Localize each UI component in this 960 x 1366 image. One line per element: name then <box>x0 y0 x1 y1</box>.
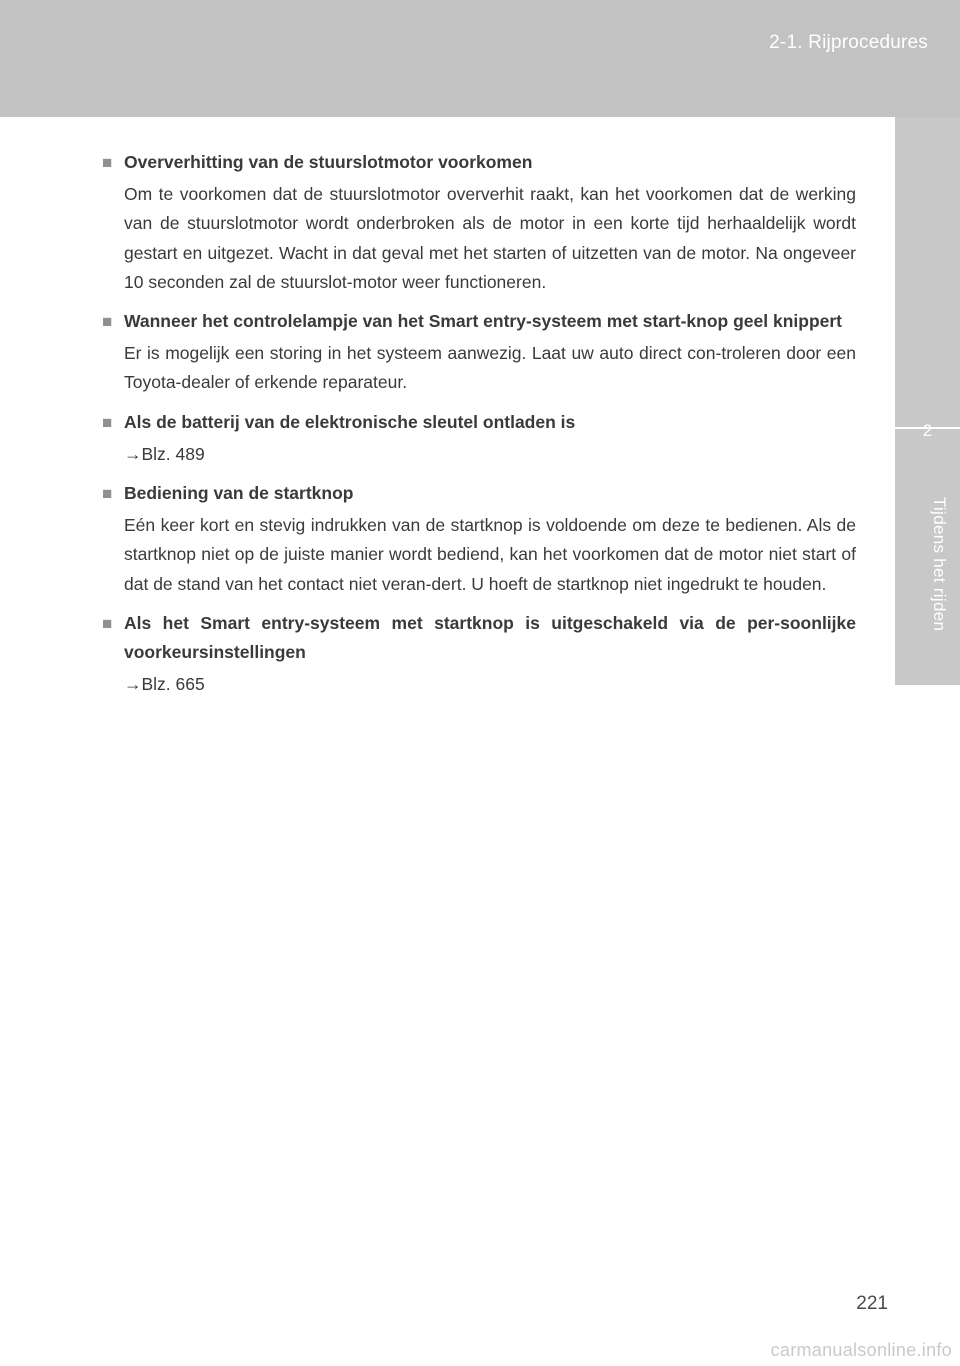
item-heading <box>102 148 856 177</box>
watermark: carmanualsonline.info <box>770 1340 952 1360</box>
item-heading <box>102 609 856 667</box>
chapter-side-tab <box>895 117 960 685</box>
square-bullet-icon: ■ <box>102 312 113 332</box>
item-body: Er is mogelijk een storing in het systeem aanwezig. Laat uw auto direct con-troleren door een Toyota-dealer of erkende reparateur. <box>124 343 856 393</box>
square-bullet-icon: ■ <box>102 484 113 504</box>
page-reference-link[interactable]: →Blz. 489 <box>124 443 205 464</box>
heading-text: Als de batterij van de elektronische sleutel ontladen is <box>124 411 576 432</box>
square-bullet-icon: ■ <box>102 412 113 432</box>
heading-text: Als het Smart entry-systeem met startknop is uitgeschakeld via de per-soonlijke voorkeursinstellingen <box>124 612 856 662</box>
item-body: Om te voorkomen dat de stuurslotmotor oververhit raakt, kan het voorkomen dat de werking van de stuurslotmotor wordt onderbroken als de motor in een korte tijd herhaaldelijk wordt gestart en uitgezet. Wacht in dat geval met het starten of uitzetten van de motor. Na ongeveer 10 seconden zal de stuurslot-motor weer functioneren. <box>124 184 856 292</box>
section-item <box>102 148 856 297</box>
square-bullet-icon: ■ <box>102 613 113 633</box>
page-content <box>102 148 856 699</box>
square-bullet-icon: ■ <box>102 153 113 172</box>
section-item <box>102 307 856 398</box>
section-item <box>102 609 856 699</box>
item-heading <box>102 307 856 336</box>
item-heading <box>102 408 856 437</box>
item-heading <box>102 479 856 508</box>
section-title: 2-1. Rijprocedures <box>769 32 928 53</box>
heading-text: Oververhitting van de stuurslotmotor voorkomen <box>124 152 533 172</box>
page-reference-link[interactable]: →Blz. 665 <box>124 673 205 694</box>
chapter-number: 2 <box>922 421 933 440</box>
chapter-title: Tijdens het rijden <box>930 497 949 632</box>
item-body: Eén keer kort en stevig indrukken van de startknop is voldoende om deze te bedienen. Als de startknop niet op de juiste manier wordt bediend, kan het voorkomen dat de motor niet start of dat de stand van het contact niet veran-dert. U hoeft de startknop niet ingedrukt te houden. <box>124 515 856 594</box>
heading-text: Bediening van de startknop <box>124 483 354 504</box>
page-number: 221 <box>856 1293 888 1314</box>
section-item <box>102 479 856 599</box>
section-item <box>102 408 856 469</box>
header-band <box>0 0 960 117</box>
heading-text: Wanneer het controlelampje van het Smart entry-systeem met start-knop geel knippert <box>124 311 843 332</box>
